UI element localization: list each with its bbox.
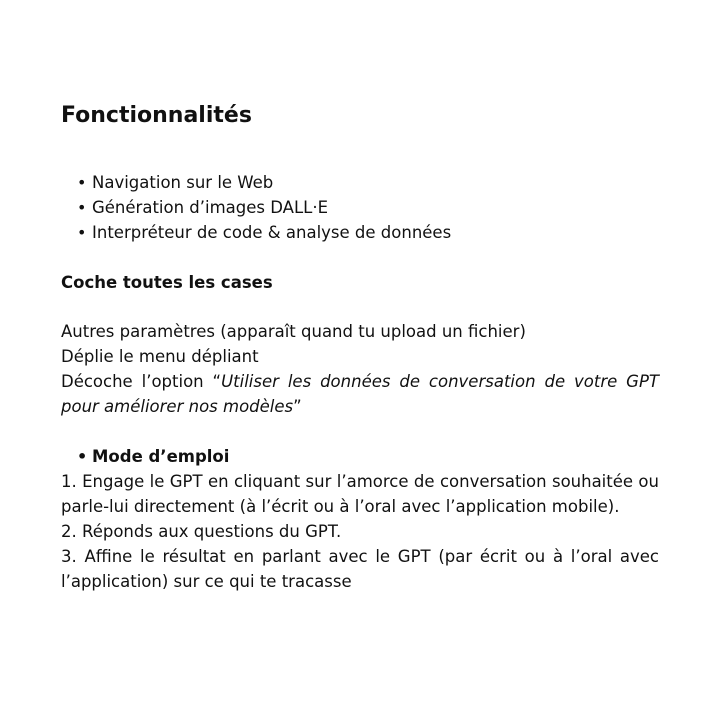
mode-heading-label: Mode d’emploi (92, 447, 230, 466)
params-line: Déplie le menu dépliant (61, 347, 259, 366)
params-line: Autres paramètres (apparaît quand tu upload un fichier) (61, 322, 526, 341)
step-item: 2. Réponds aux questions du GPT. (61, 522, 342, 541)
features-list (77, 170, 451, 245)
bullet-icon: • (77, 198, 87, 217)
feature-label: Génération d’images DALL·E (92, 198, 329, 217)
list-item (77, 195, 451, 220)
step-item: 3. Affine le résultat en parlant avec le GPT (par écrit ou à l’oral avec l’application) sur ce qui te tracasse (61, 547, 659, 591)
feature-label: Navigation sur le Web (92, 173, 274, 192)
bullet-icon: • (77, 223, 87, 242)
params-option-line (61, 369, 659, 419)
step-item: 1. Engage le GPT en cliquant sur l’amorce de conversation souhaitée ou parle-lui directement (à l’écrit ou à l’oral avec l’application mobile). (61, 472, 659, 516)
check-all-heading: Coche toutes les cases (61, 273, 273, 292)
list-item (77, 220, 451, 245)
option-name: Utiliser les données de conversation de votre GPT pour améliorer nos modèles (61, 372, 659, 416)
option-prefix: Décoche l’option “ (61, 372, 222, 391)
list-item (77, 170, 451, 195)
page-title: Fonctionnalités (61, 103, 252, 128)
bullet-icon: • (77, 447, 88, 466)
bullet-icon: • (77, 173, 87, 192)
mode-heading (77, 444, 229, 469)
steps-list (61, 469, 659, 594)
option-suffix: ” (293, 397, 302, 416)
feature-label: Interpréteur de code & analyse de données (92, 223, 452, 242)
params-section (61, 319, 659, 419)
